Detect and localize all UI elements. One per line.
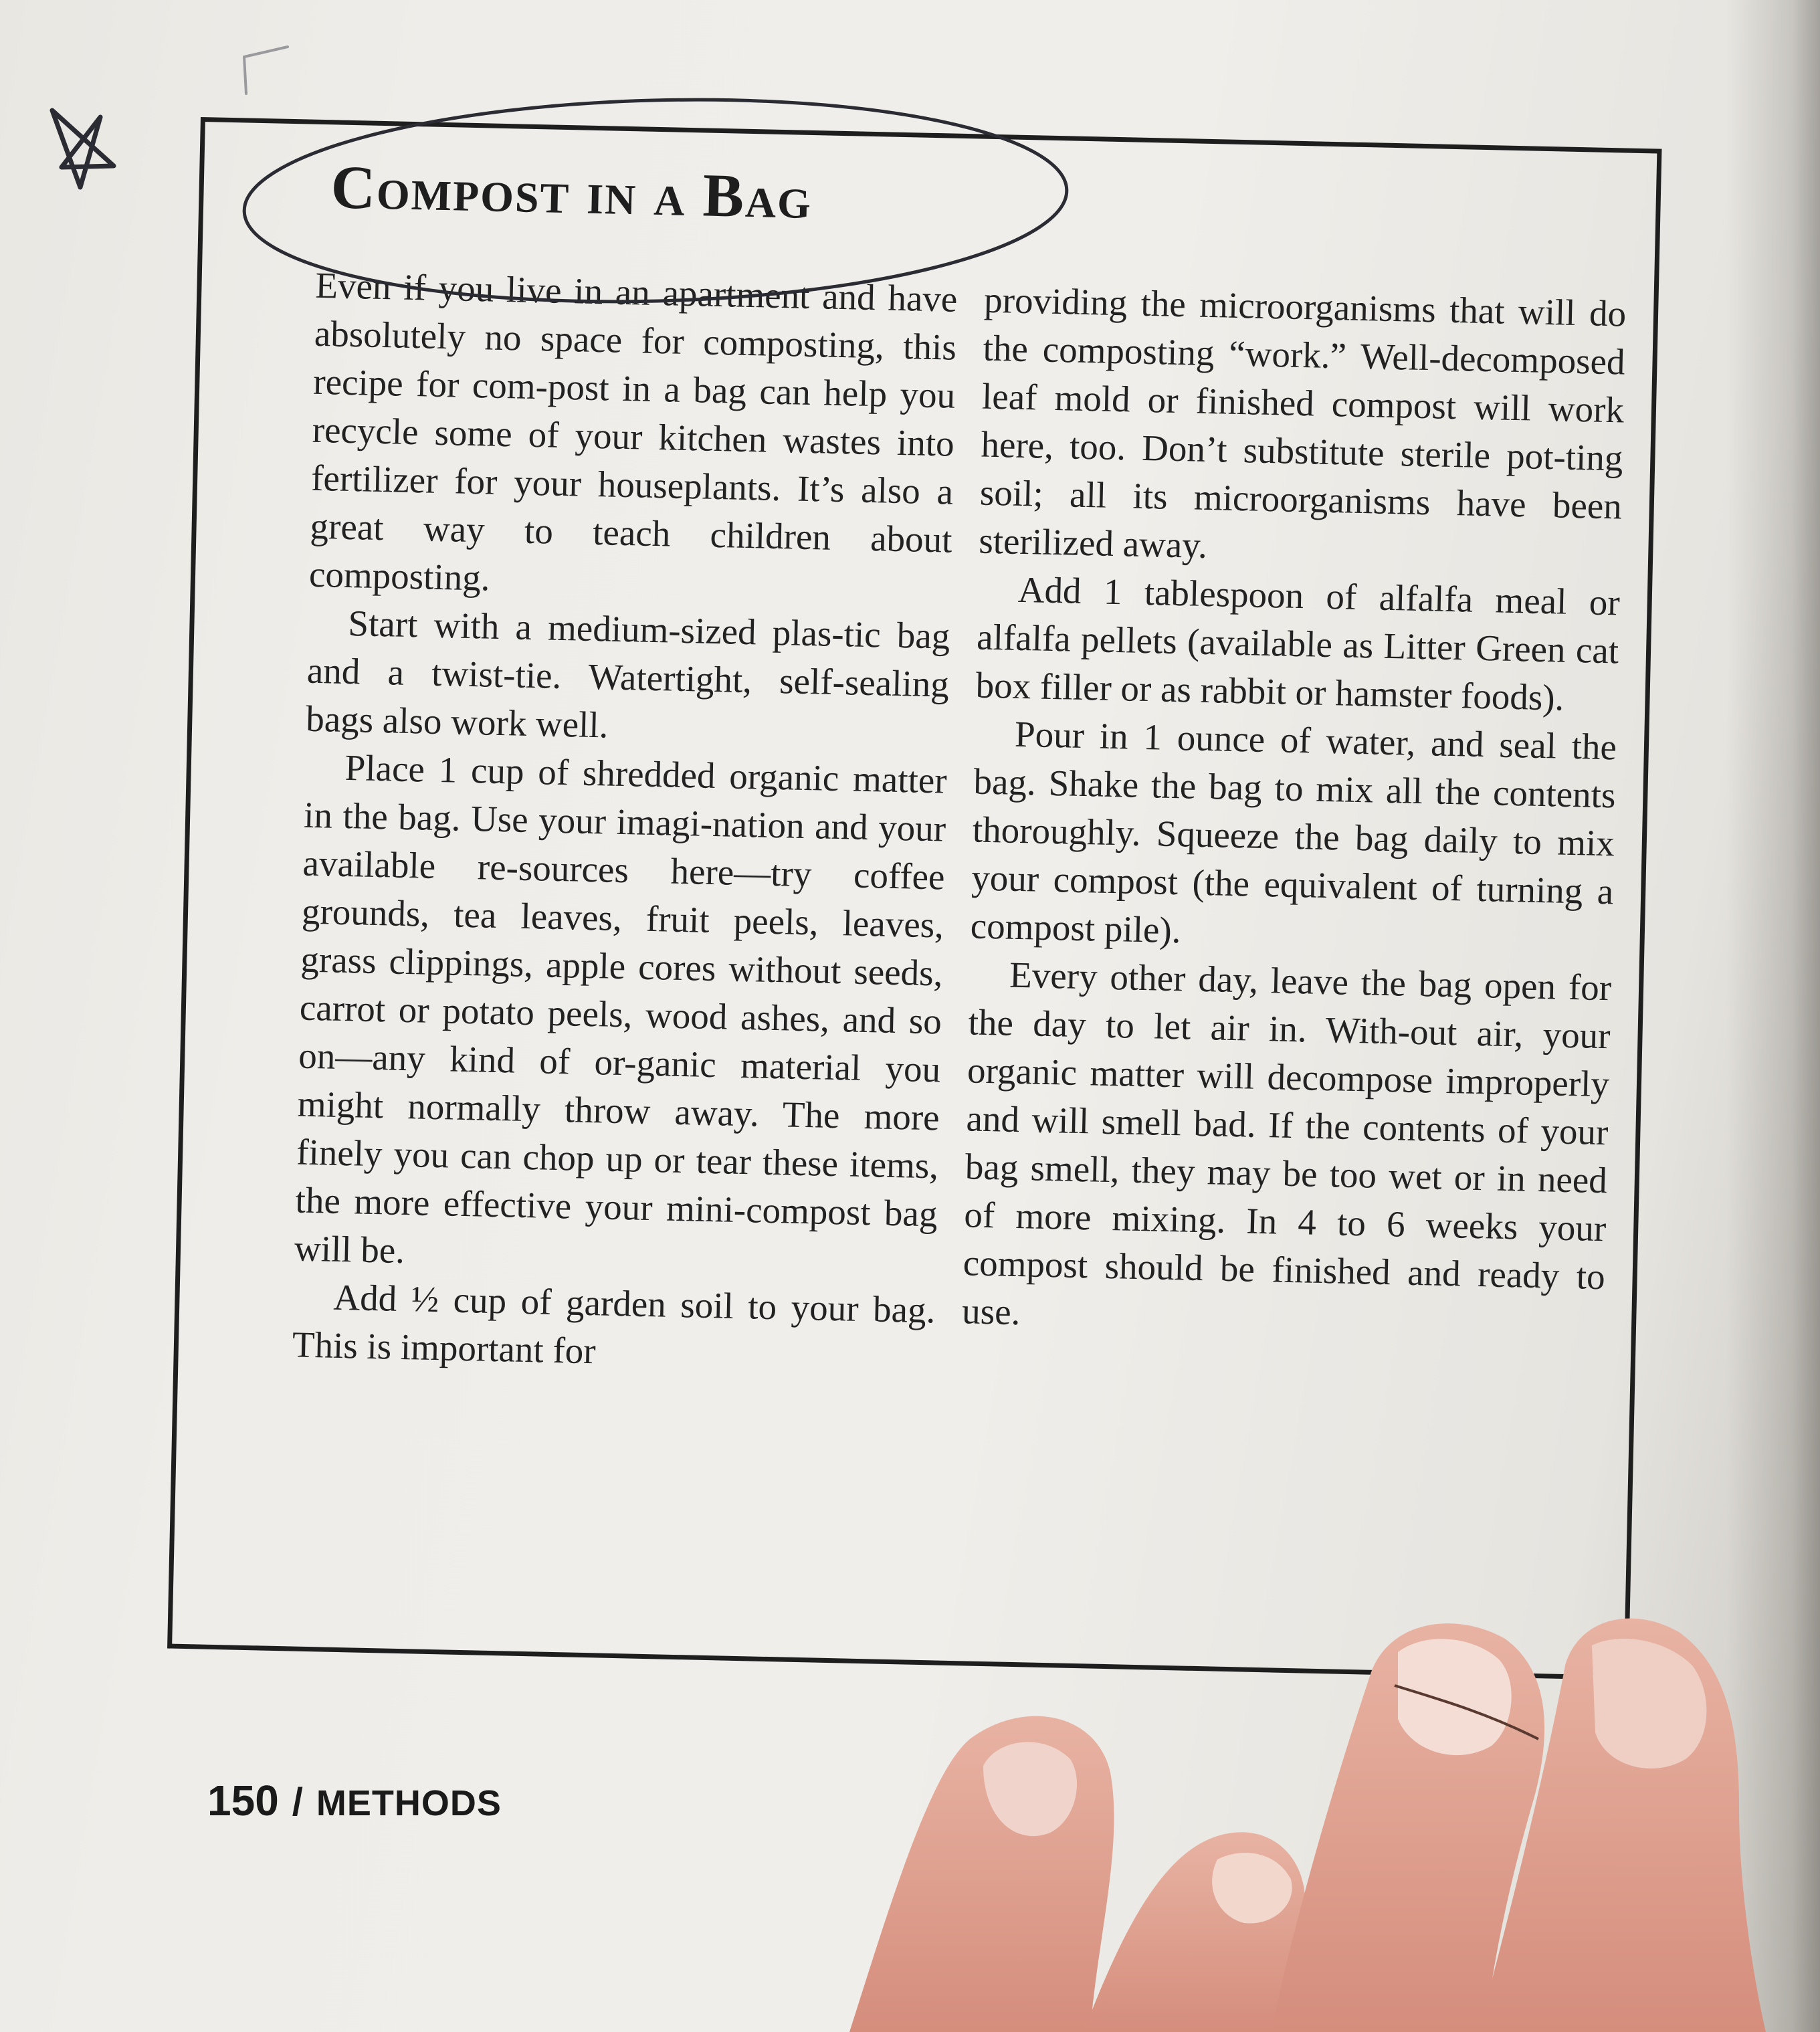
paragraph: Add 1 tablespoon of alfalfa meal or alfalfa pellets (available as Litter Green cat box filler or as rabbit or hamster foods). xyxy=(975,569,1621,718)
pencil-mark xyxy=(244,47,288,94)
paragraph: providing the microorganisms that will do the composting “work.” Well-decomposed leaf mold or finished compost will work here, too. Don’t substitute sterile pot-ting soil; all its microorganisms have been sterilized away. xyxy=(978,279,1627,566)
footer-separator: / xyxy=(292,1781,303,1824)
paragraph: Start with a medium-sized plas-tic bag and a twist-tie. Watertight, self-sealing bags also work well. xyxy=(305,602,951,746)
paragraph: Every other day, leave the bag open for the day to let air in. With-out air, your organic matter will decompose improperly and will smell bad. If the contents of your bag smell, they may be too wet or in need of more mixing. In 4 to 6 weeks your compost should be finished and ready to use. xyxy=(961,954,1612,1333)
section-name: METHODS xyxy=(316,1783,502,1823)
hand-image xyxy=(849,1619,1766,2032)
sidebar-title: Compost in a Bag xyxy=(330,153,813,231)
paragraph: Place 1 cup of shredded organic matter in the bag. Use your imagi-nation and your available re-sources here—try coffee grounds, tea leaves, fruit peels, leaves, grass clippings, apple cores without seeds, carrot or potato peels, wood ashes, and so on—any kind of or-ganic material you might normally throw away. The more finely you can chop up or tear these items, the more effective your mini-compost bag will be. xyxy=(294,746,948,1272)
page-number: 150 xyxy=(207,1776,279,1825)
star-doodle-icon xyxy=(52,110,114,187)
left-column xyxy=(292,262,958,1383)
page-gutter-shadow xyxy=(1726,0,1820,2032)
paragraph: Even if you live in an apartment and have absolutely no space for composting, this recipe for com-post in a bag can help you recycle some of your kitchen wastes into fertilizer for your houseplants. It’s also a great way to teach children about composting. xyxy=(308,264,958,599)
page-footer xyxy=(207,1776,502,1825)
sidebar-box xyxy=(167,117,1661,1680)
right-column xyxy=(962,276,1627,1350)
paragraph: Pour in 1 ounce of water, and seal the bag. Shake the bag to mix all the contents thoroughly. Squeeze the bag daily to mix your compost (the equivalent of turning a compost pile). xyxy=(970,713,1617,951)
paragraph: Add ½ cup of garden soil to your bag. This is important for xyxy=(292,1276,936,1372)
